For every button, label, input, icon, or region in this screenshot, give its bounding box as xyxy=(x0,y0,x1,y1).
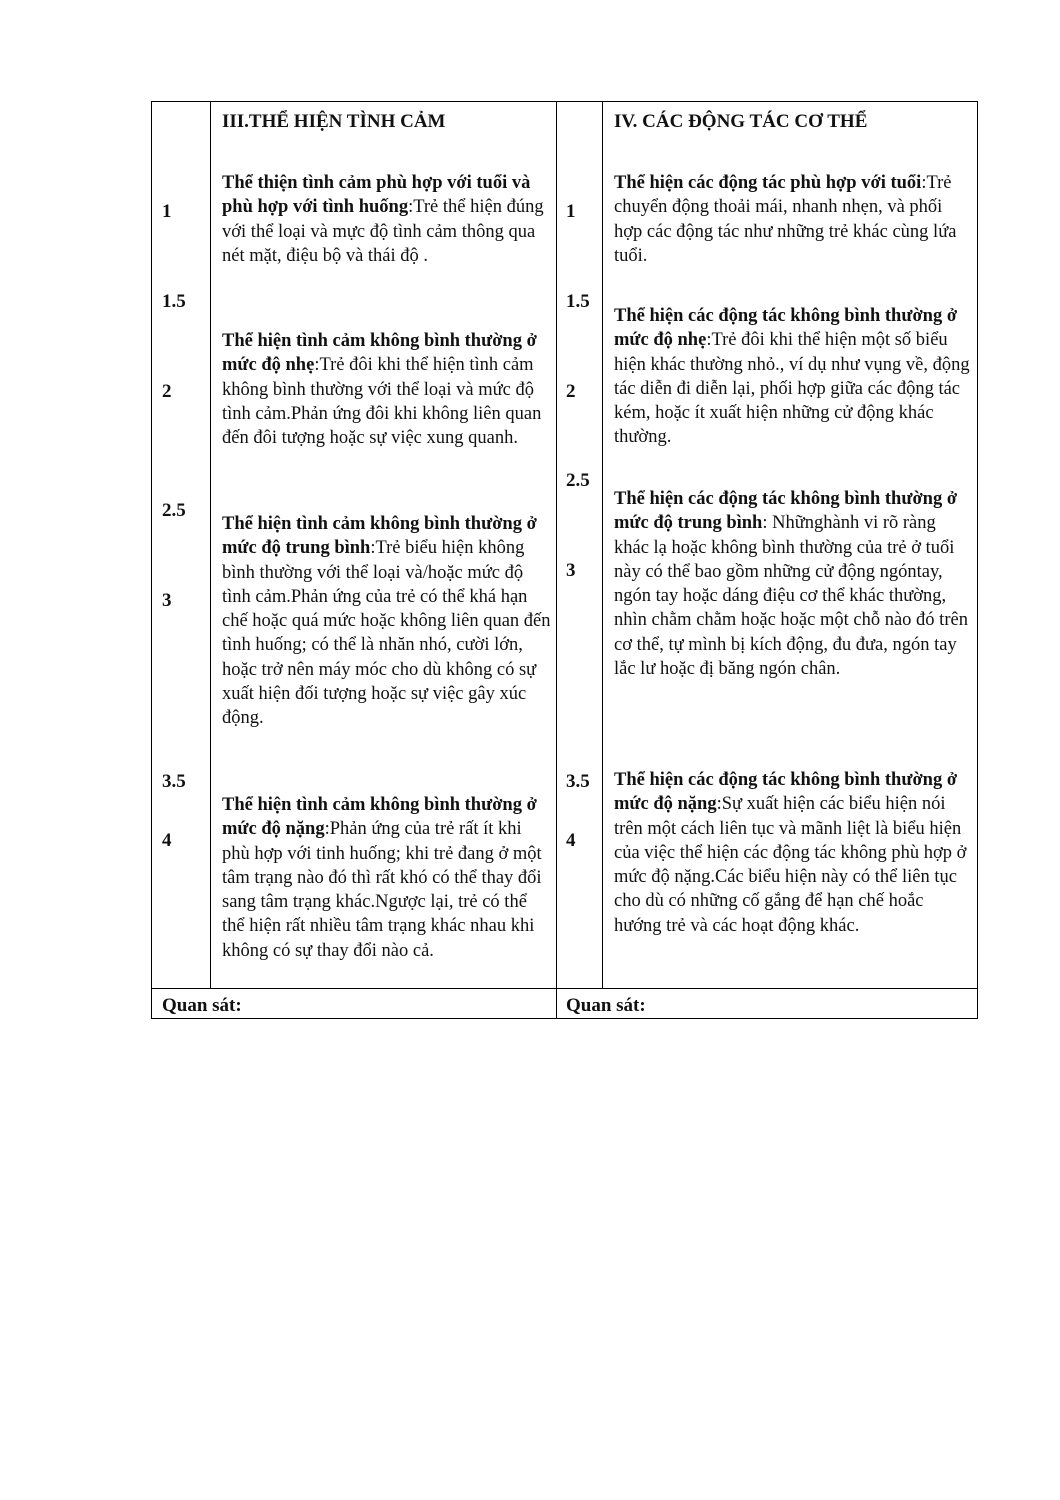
score-label: 1 xyxy=(162,201,172,222)
criterion-text: :Trẻ chuyển động thoải mái, nhanh nhẹn, và phối hợp các động tác như những trẻ khác cùng lứa tuổi. xyxy=(614,173,957,266)
divider xyxy=(152,988,977,989)
score-label: 2.5 xyxy=(162,500,186,521)
score-label: 3.5 xyxy=(566,771,590,792)
criterion-text: :Trẻ thể hiện đúng với thể loại và mực độ tình cảm thông qua nét mặt, điệu bộ và thái độ . xyxy=(222,197,544,266)
score-label: 2.5 xyxy=(566,470,590,491)
criterion-text: :Phản ứng của trẻ rất ít khi phù hợp với tinh huống; khi trẻ đang ở một tâm trạng nào đó thì rất khó có thể thay đổi sang tâm trạng khác.Ngược lại, trẻ có thể thể hiện rất nhiều tâm trạng khác nhau khi không có sự thay đổi nào cả. xyxy=(222,819,542,961)
divider xyxy=(210,102,211,988)
criterion-title: Thể hiện các động tác không bình thường ở mức độ nặng xyxy=(614,770,958,815)
criterion-item xyxy=(614,304,974,450)
criterion-text: : Nhữnghành vi rõ ràng khác lạ hoặc không bình thường của trẻ ở tuổi này có thể bao gồm những cử động ngóntay, ngón tay hoặc dáng điệu cơ thể khác thường, nhìn chằm chằm hoặc hoặc một chỗ nào đó trên cơ thể, tự mình bị kích động, đu đưa, ngón tay lắc lư hoặc đị băng ngón chân. xyxy=(614,513,968,680)
criterion-title: Thể hiện các động tác không bình thường ở mức độ trung bình xyxy=(614,489,958,534)
criterion-text: :Sự xuất hiện các biểu hiện nói trên một cách liên tục và mãnh liệt là biểu hiện của việc thể hiện các động tác không phù hợp ở mức độ nặng.Các biểu hiện này có thể liên tục cho dù có những cố gắng để hạn chế hoắc hướng trẻ và các hoạt động khác. xyxy=(614,794,967,936)
divider xyxy=(602,102,603,988)
section-header-body-movements: IV. CÁC ĐỘNG TÁC CƠ THỂ xyxy=(614,111,868,132)
criterion-title: Thể hiện tình cảm không bình thường ở mức độ trung bình xyxy=(222,514,537,559)
observation-label: Quan sát: xyxy=(162,995,242,1016)
score-label: 4 xyxy=(566,830,576,851)
criterion-item xyxy=(614,487,974,681)
criterion-item xyxy=(614,768,974,938)
score-label: 3 xyxy=(162,590,172,611)
evaluation-table xyxy=(151,101,978,1019)
score-label: 2 xyxy=(162,381,172,402)
criterion-title: Thể hiện tình cảm không bình thường ở mức độ nhẹ xyxy=(222,331,537,376)
criterion-text: :Trẻ đôi khi thể hiện tình cảm không bình thường với thể loại và mức độ tình cảm.Phản ứng đôi khi không liên quan đến đôi tượng hoặc sự việc xung quanh. xyxy=(222,355,542,449)
criterion-title: Thể thiện tình cảm phù hợp với tuổi và phù hợp với tình huống xyxy=(222,173,531,218)
section-header-emotion: III.THỂ HIỆN TÌNH CẢM xyxy=(222,111,446,132)
criterion-item xyxy=(614,171,974,268)
score-label: 2 xyxy=(566,381,576,402)
divider xyxy=(556,102,557,1018)
observation-label: Quan sát: xyxy=(566,995,646,1016)
criterion-item xyxy=(222,512,552,731)
criterion-item xyxy=(222,793,552,963)
criterion-text: :Trẻ biểu hiện không bình thường với thể loại và/hoặc mức độ tình cảm.Phản ứng của trẻ có thể khá hạn chế hoặc quá mức hoặc không liên quan đến tình huống; có thể là nhăn nhó, cười lớn, hoặc trở nên máy móc cho dù không có sự xuất hiện đối tượng hoặc sự việc gây xúc động. xyxy=(222,538,551,729)
score-label: 1 xyxy=(566,201,576,222)
score-label: 1.5 xyxy=(566,291,590,312)
criterion-text: :Trẻ đôi khi thể hiện một số biểu hiện khác thường nhỏ., ví dụ như vụng về, động tác diễn đi diễn lại, phối hợp giữa các động tác kém, hoặc ít xuất hiện những cử động khác thường. xyxy=(614,330,970,448)
score-label: 3.5 xyxy=(162,771,186,792)
criterion-item xyxy=(222,329,552,450)
score-label: 1.5 xyxy=(162,291,186,312)
criterion-title: Thể hiện các động tác phù hợp với tuổi xyxy=(614,173,922,193)
score-label: 3 xyxy=(566,560,576,581)
score-label: 4 xyxy=(162,830,172,851)
criterion-title: Thể hiện tình cảm không bình thường ở mức độ nặng xyxy=(222,795,537,840)
criterion-title: Thể hiện các động tác không bình thường ở mức độ nhẹ xyxy=(614,306,958,351)
criterion-item xyxy=(222,171,552,268)
